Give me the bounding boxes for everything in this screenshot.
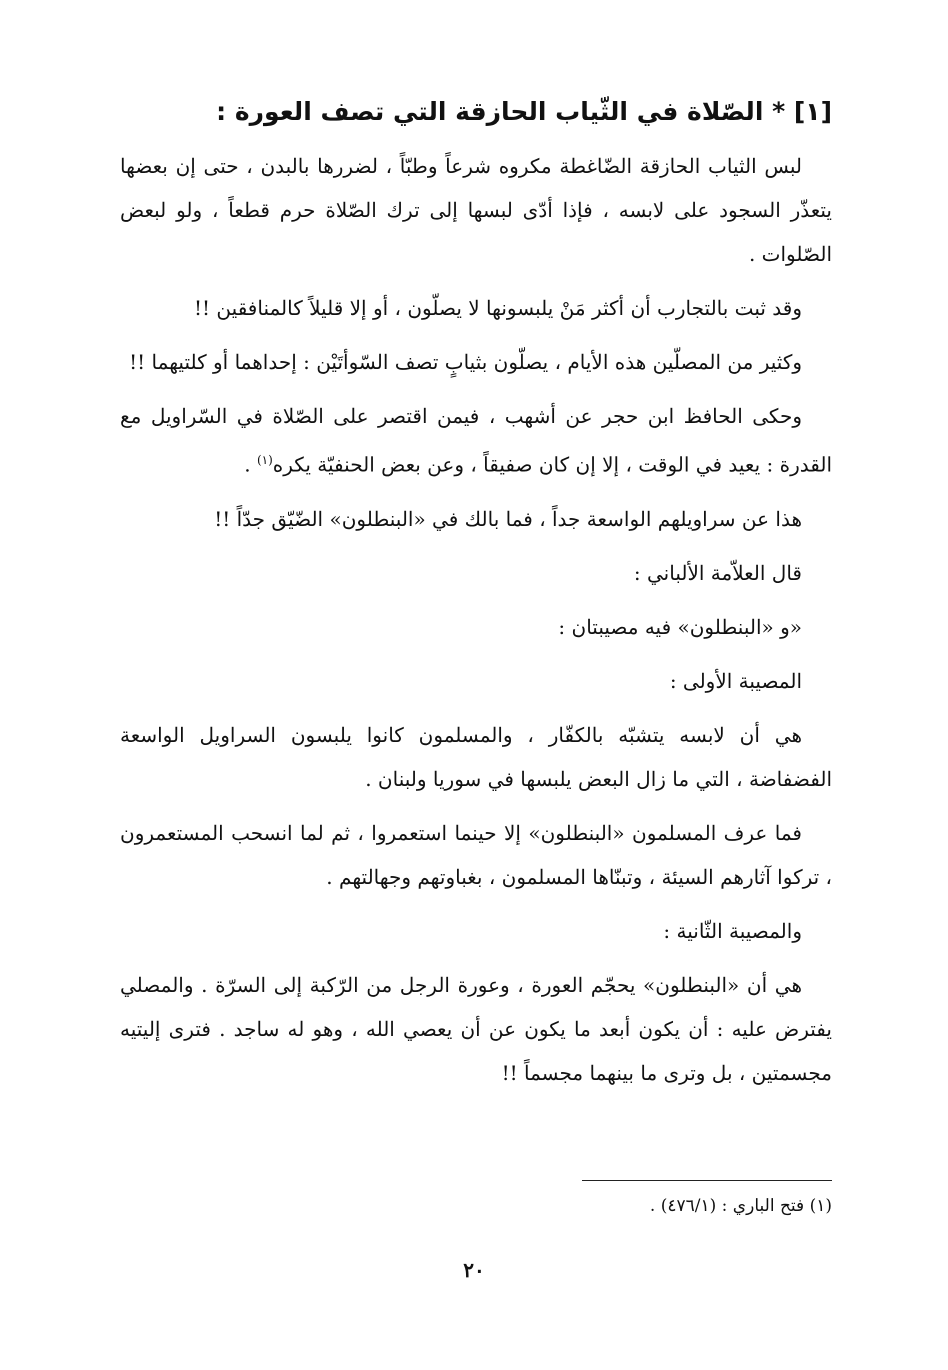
footnote-divider — [582, 1180, 832, 1181]
page-body — [120, 92, 832, 1105]
paragraph-8: المصيبة الأولى : — [669, 668, 802, 693]
paragraph-4 — [120, 394, 832, 487]
paragraph-9: هي أن لابسه يتشبّه بالكفّار ، والمسلمون كانوا يلبسون السراويل الواسعة الفضفاضة ، التي ما زال البعض يلبسها في سوريا ولبنان . — [120, 722, 832, 791]
paragraph-4-text: وحكى الحافظ ابن حجر عن أشهب ، فيمن اقتصر على الصّلاة في السّراويل مع القدرة : يعيد في الوقت ، إلا إن كان صفيقاً ، وعن بعض الحنفيّة يكره — [120, 404, 832, 477]
paragraph-3: وكثير من المصلّين هذه الأيام ، يصلّون بثيابٍ تصف السّوأتَيْن : إحداهما أو كلتيهما !! — [129, 350, 802, 374]
paragraph-6: قال العلاّمة الألباني : — [633, 560, 802, 585]
section-heading: [١] * الصّلاة في الثّياب الحازقة التي تصف العورة : — [216, 97, 832, 126]
paragraph-7: «و «البنطلون» فيه مصيبتان : — [558, 614, 802, 639]
paragraph-4-tail: . — [244, 452, 257, 477]
paragraph-2: وقد ثبت بالتجارب أن أكثر مَنْ يلبسونها لا يصلّون ، أو إلا قليلاً كالمنافقين !! — [194, 296, 802, 320]
footnote-reference[interactable]: (١) — [256, 453, 273, 467]
page-number: ٢٠ — [463, 1258, 485, 1282]
footnote: (١) فتح الباري : (٤٧٦/١) . — [649, 1196, 832, 1216]
paragraph-1: لبس الثياب الحازقة الضّاغطة مكروه شرعاً وطبّاً ، لضررها بالبدن ، حتى إن بعضها يتعذّر السجود على لابسه ، فإذا أدّى لبسها إلى ترك الصّلاة حرم قطعاً ، ولو لبعض الصّلوات . — [120, 154, 832, 266]
paragraph-10: فما عرف المسلمون «البنطلون» إلا حينما استعمروا ، ثم لما انسحب المستعمرون ، تركوا آثارهم السيئة ، وتبنّاها المسلمون ، بغباوتهم وجهالتهم . — [120, 820, 832, 889]
paragraph-5: هذا عن سراويلهم الواسعة جداً ، فما بالك في «البنطلون» الضّيّق جدّاً !! — [214, 506, 802, 531]
paragraph-12: هي أن «البنطلون» يحجّم العورة ، وعورة الرجل من الرّكبة إلى السرّة . والمصلي يفترض عليه : أن يكون أبعد ما يكون عن أن يعصي الله ، وهو له ساجد . فترى إليتيه مجسمتين ، بل وترى ما بينهما مجسماً !! — [120, 972, 832, 1085]
paragraph-11: والمصيبة الثّانية : — [663, 918, 802, 943]
